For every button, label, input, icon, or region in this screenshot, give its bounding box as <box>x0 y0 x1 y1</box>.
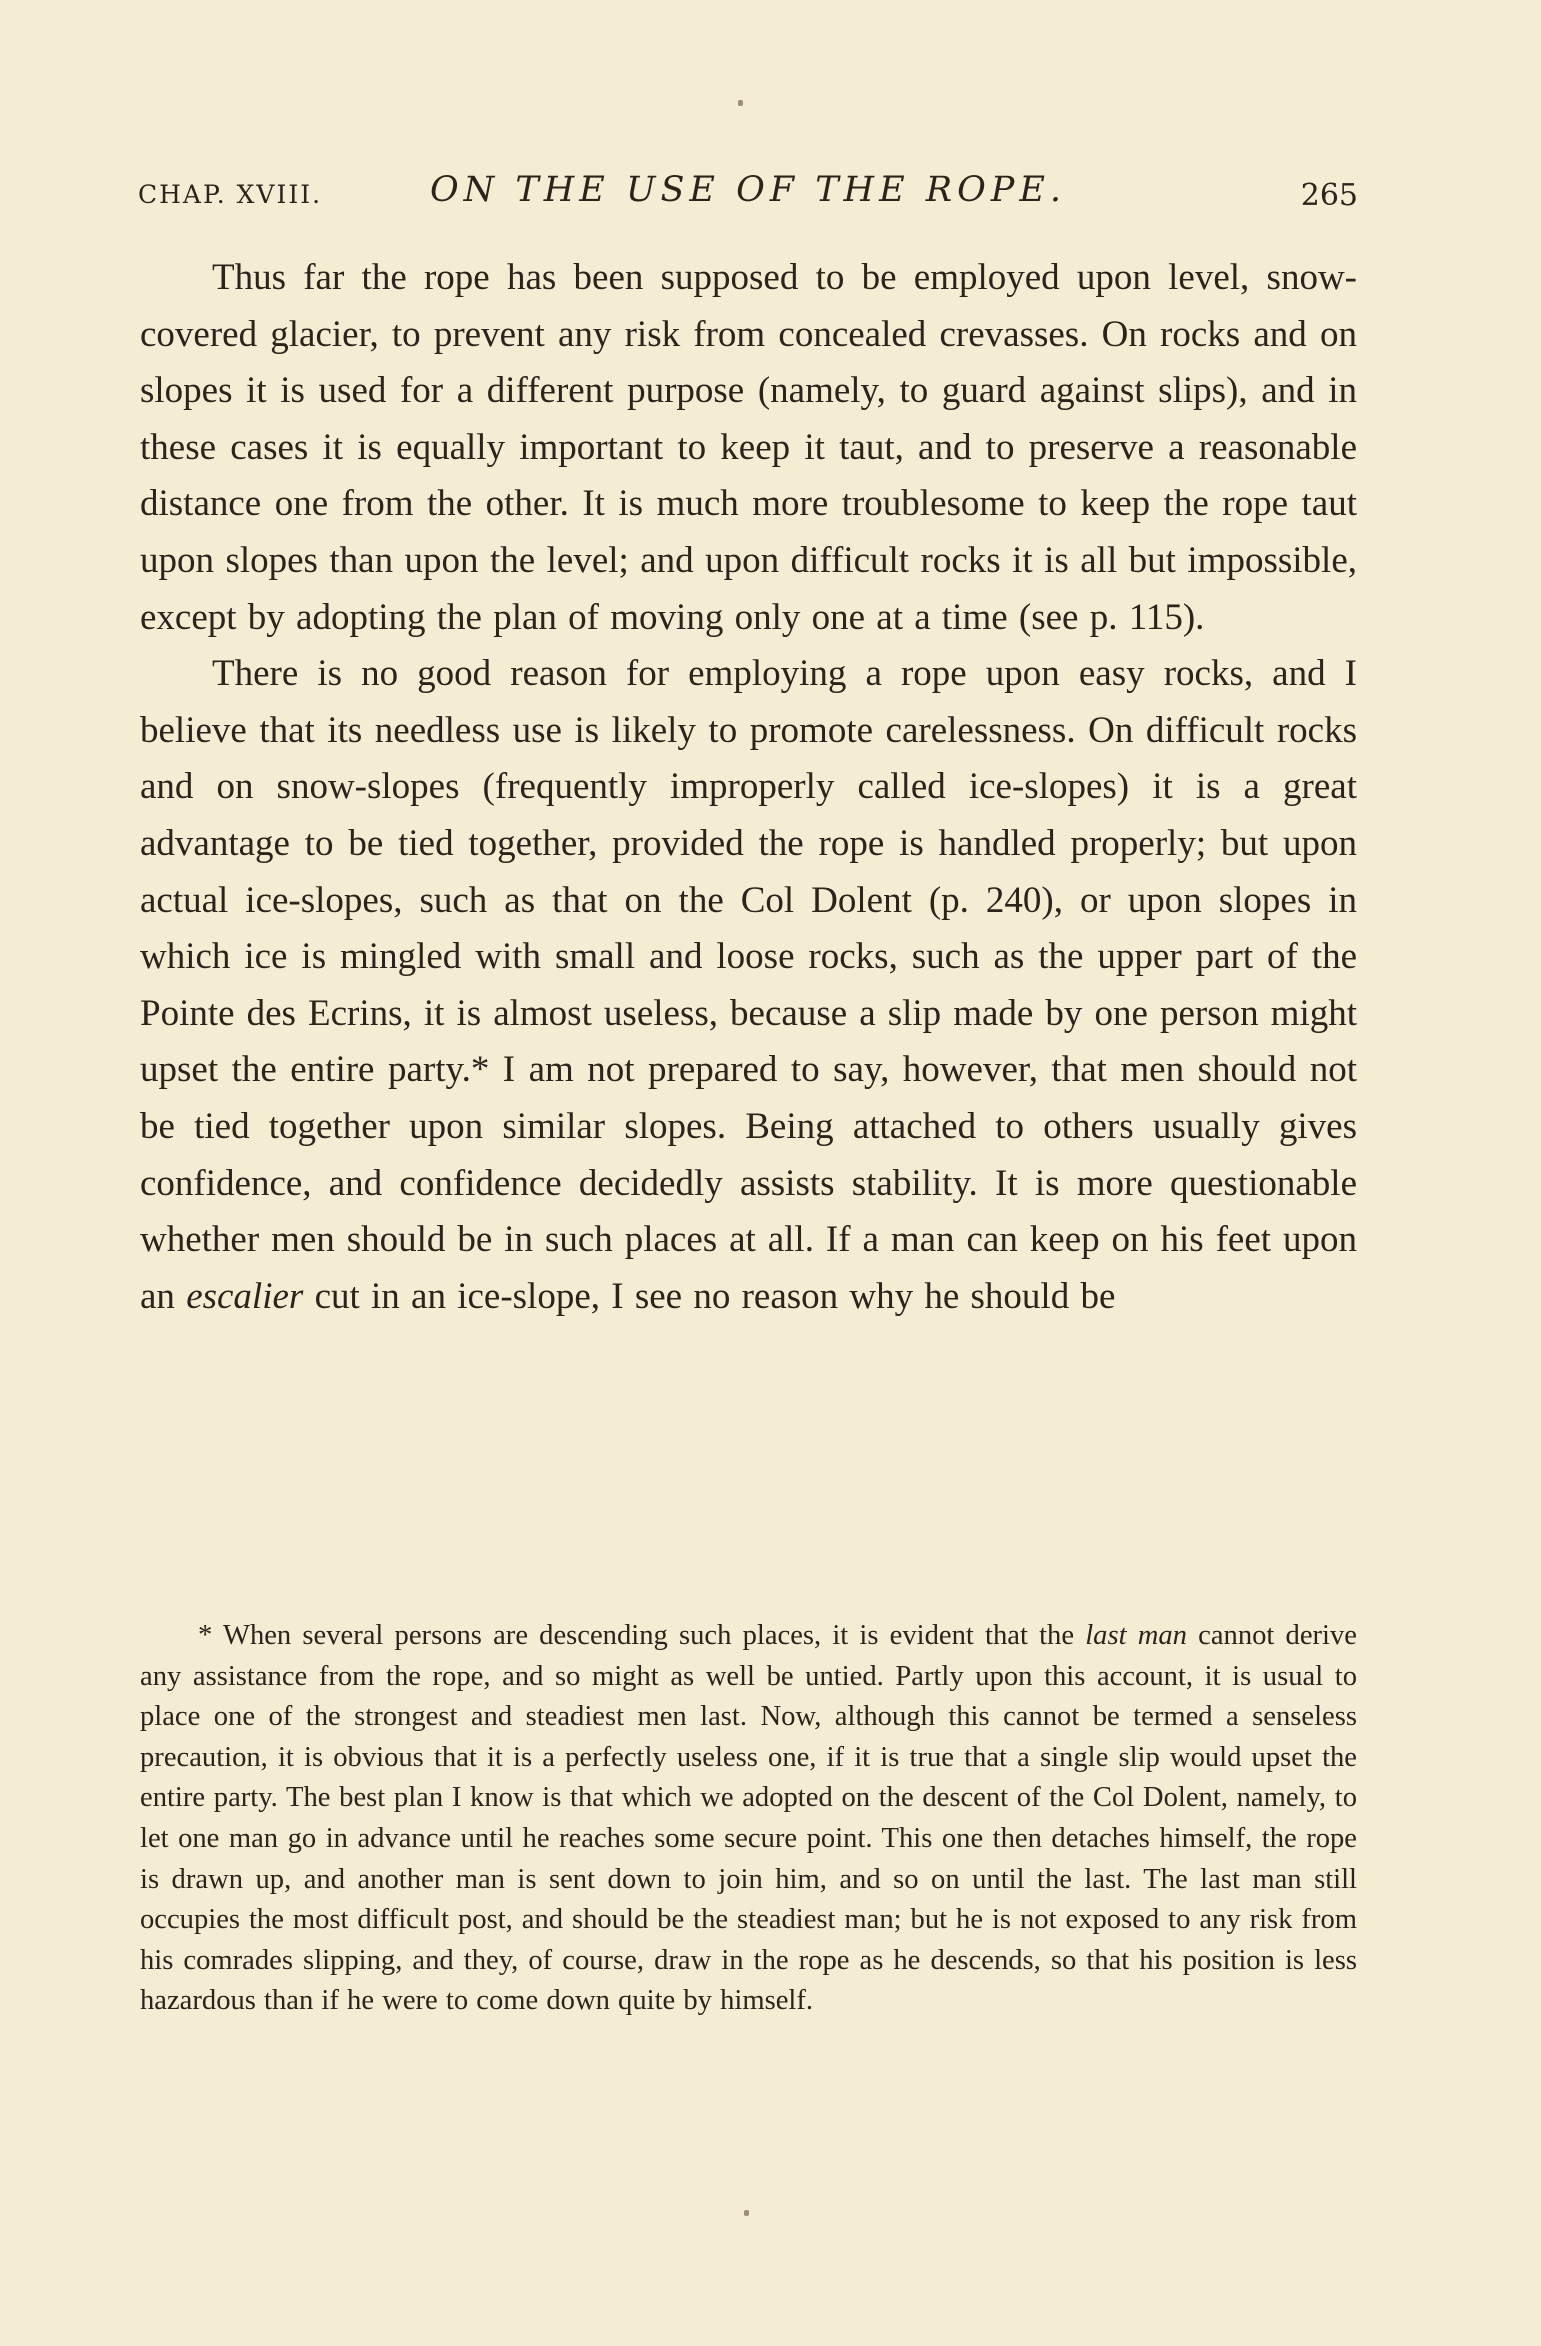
specks <box>738 100 743 106</box>
running-head <box>138 170 1358 220</box>
paragraph-1: Thus far the rope has been supposed to be employed upon level, snow-covered glacier, to prevent any risk from concealed crevasses. On rocks and on slopes it is used for a different purpose (namely, to guard against slips), and in these cases it is equally important to keep it taut, and to preserve a reasonable distance one from the other. It is much more troublesome to keep the rope taut upon slopes than upon the level; and upon difficult rocks it is all but impossible, except by adopting the plan of moving only one at a time (see p. 115). <box>140 257 1357 638</box>
paragraph-2-text-a: There is no good reason for employing a rope upon easy rocks, and I believe that its needless use is likely to promote carelessness. On difficult rocks and on snow-slopes (frequently improperly called ice-slopes) it is a great advantage to be tied together, provided the rope is handled properly; but upon actual ice-slopes, such as that on the Col Dolent (p. 240), or upon slopes in which ice is mingled with small and loose rocks, such as the upper part of the Pointe des Ecrins, it is almost useless, because a slip made by one person might upset the entire party.* I am not prepared to say, however, that men should not be tied together upon similar slopes. Being attached to others usually gives confidence, and confidence decidedly assists stability. It is more questionable whether men should be in such places at all. If a man can keep on his feet upon an <box>140 653 1357 1317</box>
paragraph-2 <box>140 646 1357 1325</box>
footnote <box>140 1616 1357 2022</box>
paragraph-2-text-b: cut in an ice-slope, I see no reason why he should be <box>314 1275 1116 1317</box>
main-text <box>140 250 1357 1325</box>
footnote-italic: last man <box>1085 1620 1187 1651</box>
page-number: 265 <box>1300 178 1358 213</box>
footnote-text-b: cannot derive any assistance from the rope, and so might as well be untied. Partly upon this account, it is usual to place one of the strongest and steadiest men last. Now, although this cannot be termed a senseless precaution, it is obvious that it is a perfectly useless one, if it is true that a single slip would upset the entire party. The best plan I know is that which we adopted on the descent of the Col Dolent, namely, to let one man go in advance until he reaches some secure point. This one then detaches himself, the rope is drawn up, and another man is sent down to join him, and so on until the last. The last man still occupies the most difficult post, and should be the steadiest man; but he is not exposed to any risk from his comrades slipping, and they, of course, draw in the rope as he descends, so that his position is less hazardous than if he were to come down quite by himself. <box>140 1620 1357 2017</box>
specks <box>744 2210 749 2216</box>
footnote-text <box>140 1616 1357 2022</box>
chapter-label: CHAP. XVIII. <box>138 180 323 209</box>
footnote-text-a: * When several persons are descending such places, it is evident that the <box>198 1620 1075 1651</box>
page-title: ON THE USE OF THE ROPE. <box>429 170 1067 210</box>
italic-term: escalier <box>186 1275 304 1317</box>
